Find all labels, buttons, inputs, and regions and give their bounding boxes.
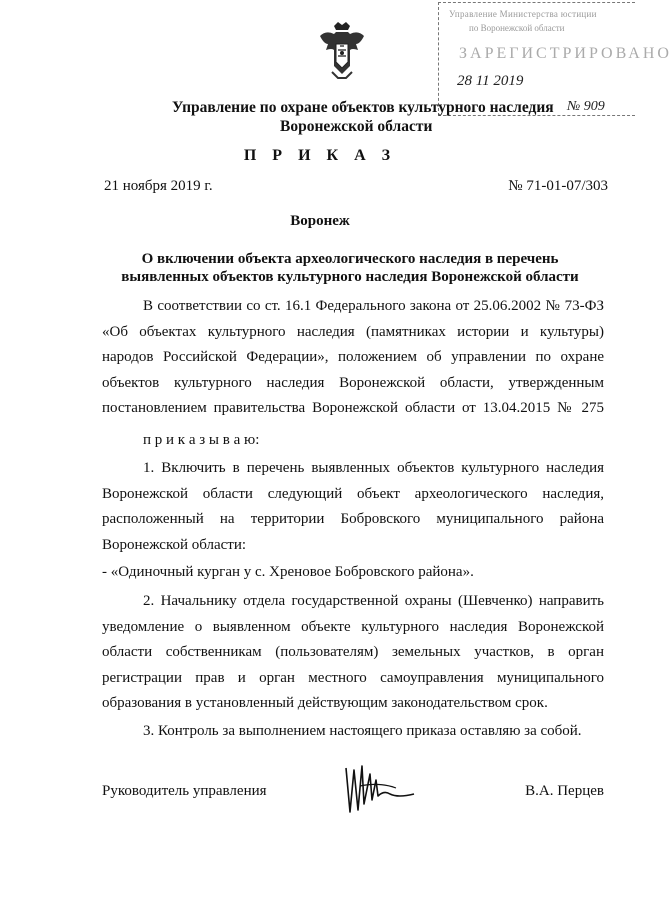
- preamble-line: «Об объектах культурного наследия (памятниках истории и культуры): [102, 323, 604, 340]
- org-line1: Управление по охране объектов культурного наследия: [172, 99, 554, 116]
- stamp-date: 28 11 2019: [457, 73, 524, 89]
- item1-line: расположенный на территории Бобровского муниципального района: [102, 511, 604, 528]
- stamp-line2: по Воронежской области: [469, 23, 565, 33]
- signatory-role: Руководитель управления: [102, 783, 267, 799]
- item2-line: области собственникам (пользователям) земельных участков, в орган: [102, 644, 604, 661]
- stamp-number: № 909: [567, 99, 605, 114]
- handwritten-signature: [340, 760, 420, 820]
- document-type: П Р И К А З: [243, 147, 397, 164]
- preamble-line: постановлением правительства Воронежской области от 13.04.2015 № 275: [102, 400, 604, 417]
- stamp-line3: ЗАРЕГИСТРИРОВАНО: [459, 45, 672, 62]
- item1-line: Воронежской области:: [102, 536, 247, 553]
- document-number: № 71-01-07/303: [508, 178, 608, 194]
- item2-line: образования в установленный действующим законодательством срок.: [102, 695, 548, 712]
- item2-line: регистрации прав и орган местного самоуправления муниципального: [102, 669, 604, 686]
- preamble-paragraph: [102, 294, 604, 422]
- item1-paragraph: [102, 456, 604, 558]
- document-subject: [100, 250, 600, 286]
- org-line2: Воронежской области: [280, 118, 433, 135]
- preamble-line: В соответствии со ст. 16.1 Федерального закона от 25.06.2002 № 73-ФЗ: [143, 298, 604, 314]
- signatory-name: В.А. Перцев: [525, 783, 604, 799]
- item1-line: 1. Включить в перечень выявленных объектов культурного наследия: [143, 460, 604, 476]
- item1-object: - «Одиночный курган у с. Хреновое Бобровского района».: [102, 564, 474, 580]
- subject-line1: О включении объекта археологического наследия в перечень: [141, 251, 559, 267]
- subject-line2: выявленных объектов культурного наследия Воронежской области: [121, 269, 579, 285]
- stamp-line1: Управление Министерства юстиции: [449, 9, 597, 19]
- document-city: Воронеж: [290, 213, 350, 229]
- preamble-line: объектов культурного наследия Воронежской области, утвержденным: [102, 374, 604, 391]
- preamble-line: народов Российской Федерации», положением об управлении по охране: [102, 349, 604, 366]
- item2-line: 2. Начальнику отдела государственной охраны (Шевченко) направить: [143, 593, 604, 609]
- item1-line: Воронежской области следующий объект археологического наследия,: [102, 485, 604, 502]
- item2-line: уведомление о выявленном объекте культурного наследия Воронежской: [102, 618, 604, 635]
- order-word: п р и к а з ы в а ю:: [143, 432, 260, 448]
- coat-of-arms-emblem: [312, 20, 372, 82]
- document-date: 21 ноября 2019 г.: [104, 178, 213, 194]
- item2-paragraph: [102, 589, 604, 717]
- item3-line: 3. Контроль за выполнением настоящего приказа оставляю за собой.: [143, 723, 582, 739]
- order-word-block: [102, 428, 604, 454]
- item3-paragraph: [102, 719, 604, 745]
- item1-object-block: [102, 560, 604, 586]
